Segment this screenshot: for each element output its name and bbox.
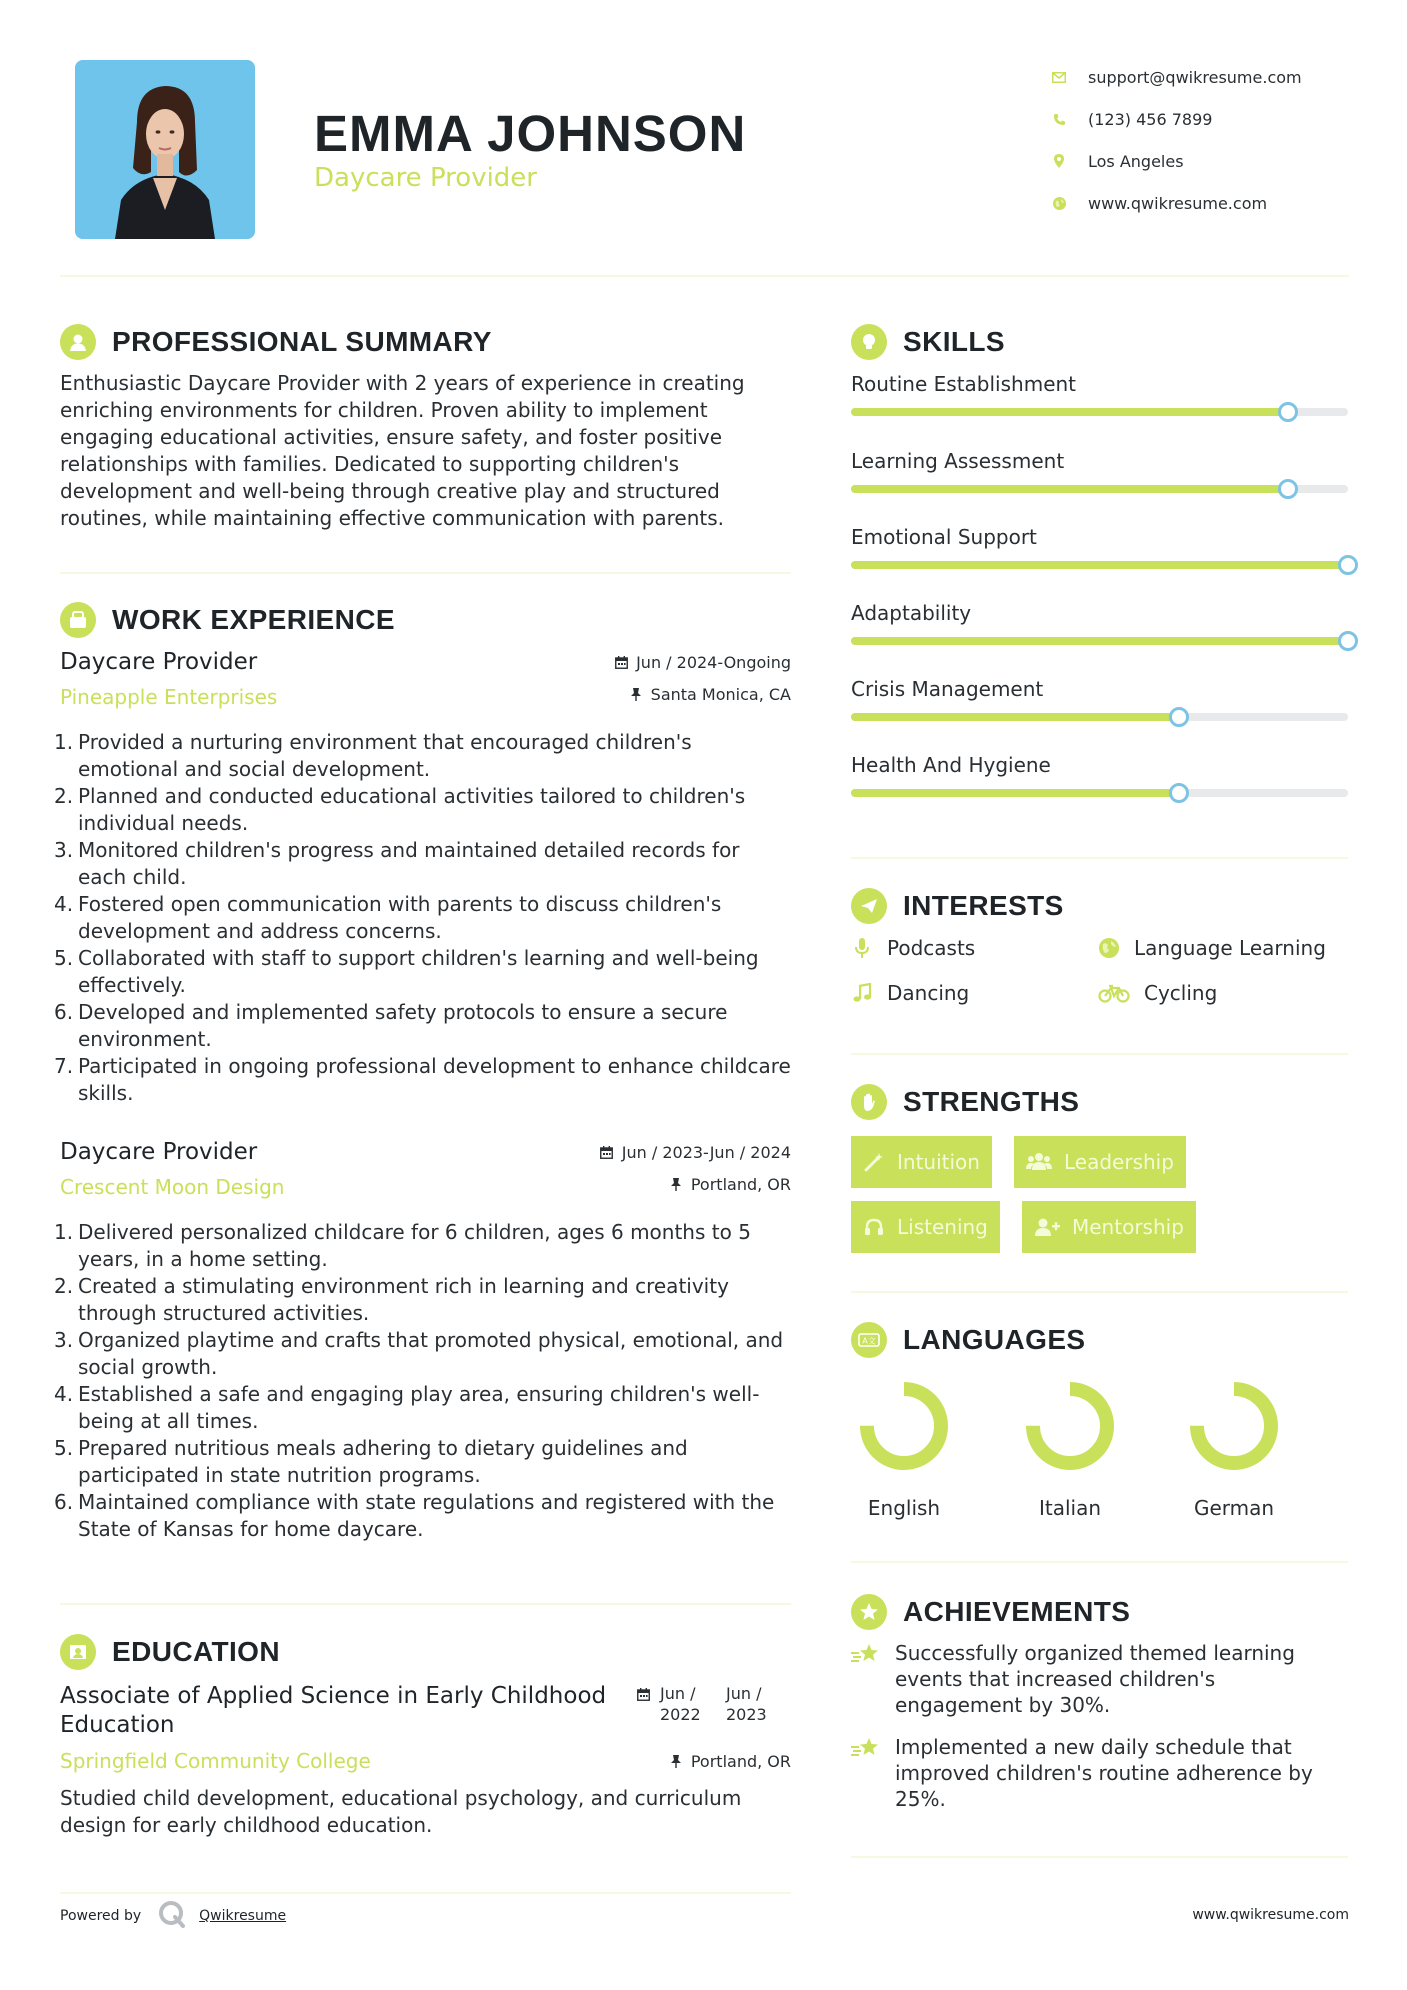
education-title: EDUCATION	[112, 1636, 280, 1667]
job-bullets	[54, 729, 791, 1107]
calendar-icon	[614, 656, 628, 670]
graduation-icon	[60, 1634, 96, 1670]
language-ring	[1186, 1378, 1282, 1474]
interest-item: Podcasts	[851, 936, 975, 960]
edu-location-text: Portland, OR	[690, 1752, 791, 1771]
calendar-icon	[636, 1687, 650, 1701]
language-ring	[856, 1378, 952, 1474]
job-location-text: Portland, OR	[690, 1175, 791, 1194]
language-icon	[851, 1322, 887, 1358]
list-item: 2. Planned and conducted educational activities tailored to children's individual needs.	[54, 784, 746, 835]
interests-heading	[851, 888, 1064, 924]
achievement-text: Implemented a new daily schedule that improved children's routine adherence by 25%.	[895, 1735, 1313, 1811]
job-date	[614, 653, 791, 672]
bicycle-icon	[1098, 982, 1130, 1004]
strengths-heading	[851, 1084, 1079, 1120]
languages-divider	[851, 1561, 1348, 1563]
skill-bar	[851, 637, 1348, 645]
contact-location	[1050, 140, 1350, 182]
users-icon	[1026, 1151, 1052, 1173]
job-location	[629, 685, 791, 704]
skill-name: Adaptability	[851, 601, 972, 625]
achievement-text: Successfully organized themed learning events that increased children's engagement by 30%.	[895, 1641, 1295, 1717]
job-location	[669, 1175, 791, 1194]
contact-phone-text: (123) 456 7899	[1088, 109, 1213, 129]
qwikresume-logo-icon	[157, 1899, 187, 1933]
strength-chip: Leadership	[1014, 1136, 1186, 1188]
job-role: Daycare Provider	[60, 649, 258, 675]
contact-website-text: www.qwikresume.com	[1088, 193, 1268, 213]
briefcase-icon	[60, 602, 96, 638]
magic-wand-icon	[863, 1151, 885, 1173]
contact-website[interactable]	[1050, 182, 1350, 224]
pushpin-icon	[669, 1755, 683, 1769]
qwikresume-link[interactable]: Qwikresume	[199, 1908, 287, 1924]
footer-website[interactable]: www.qwikresume.com	[1192, 1907, 1349, 1923]
job-date-text: Jun / 2023-Jun / 2024	[621, 1143, 791, 1162]
list-item: 6. Developed and implemented safety protocols to ensure a secure environment.	[54, 1000, 728, 1051]
skill-bar	[851, 561, 1348, 569]
skills-heading	[851, 324, 1005, 360]
headphones-icon	[863, 1216, 885, 1238]
map-pin-icon	[1050, 152, 1068, 170]
language-name: Italian	[1038, 1496, 1102, 1520]
skill-bar-knob	[1278, 402, 1298, 422]
calendar-icon	[600, 1146, 614, 1160]
list-item: 5. Collaborated with staff to support children's learning and well-being effectively.	[54, 946, 759, 997]
job-bullets	[54, 1219, 791, 1543]
contact-phone[interactable]	[1050, 98, 1350, 140]
skill-bar-knob	[1278, 479, 1298, 499]
language-item	[1000, 1378, 1140, 1520]
job-date-text: Jun / 2024-Ongoing	[636, 653, 791, 672]
skills-divider	[851, 857, 1348, 859]
skill-name: Routine Establishment	[851, 372, 1077, 396]
skill-bar-fill	[851, 408, 1288, 416]
job-company: Crescent Moon Design	[60, 1175, 285, 1199]
skill-bar-fill	[851, 561, 1348, 569]
strengths-divider	[851, 1291, 1348, 1293]
contact-email-text: support@qwikresume.com	[1088, 67, 1302, 87]
language-item	[834, 1378, 974, 1520]
phone-icon	[1050, 110, 1068, 128]
job-company: Pineapple Enterprises	[60, 685, 278, 709]
music-note-icon	[851, 982, 873, 1004]
contact-location-text: Los Angeles	[1088, 151, 1184, 171]
job-title: Daycare Provider	[314, 163, 537, 193]
skill-name: Learning Assessment	[851, 449, 1065, 473]
raised-hand-icon	[851, 1084, 887, 1120]
strengths-title: STRENGTHS	[903, 1086, 1080, 1117]
skill-bar	[851, 485, 1348, 493]
skill-name: Crisis Management	[851, 677, 1044, 701]
work-heading	[60, 602, 395, 638]
edu-end-date: Jun / 2023	[726, 1684, 767, 1724]
svg-text:A文: A文	[862, 1336, 876, 1346]
list-item: 4. Established a safe and engaging play area, ensuring children's well-being at all times.	[54, 1382, 760, 1433]
list-item: 3. Monitored children's progress and maintained detailed records for each child.	[54, 838, 740, 889]
skill-bar	[851, 789, 1348, 797]
languages-title: LANGUAGES	[903, 1324, 1086, 1355]
globe-icon	[1050, 194, 1068, 212]
achievements-heading	[851, 1594, 1130, 1630]
skill-item	[851, 449, 1348, 509]
globe-icon	[1098, 937, 1120, 959]
list-item: 1. Provided a nurturing environment that encouraged children's emotional and social development.	[54, 730, 692, 781]
achievements-title: ACHIEVEMENTS	[903, 1596, 1131, 1627]
contact-email[interactable]	[1050, 56, 1350, 98]
skill-item	[851, 753, 1348, 813]
envelope-icon	[1050, 68, 1068, 86]
edu-location	[669, 1752, 791, 1771]
pushpin-icon	[669, 1178, 683, 1192]
list-item: 5. Prepared nutritious meals adhering to dietary guidelines and participated in state nutrition programs.	[54, 1436, 688, 1487]
header-divider	[60, 275, 1349, 277]
profile-photo	[75, 60, 255, 239]
work-title: WORK EXPERIENCE	[112, 604, 395, 635]
shooting-star-icon	[851, 1642, 881, 1668]
languages-heading	[851, 1322, 1086, 1358]
list-item: 4. Fostered open communication with parents to discuss children's development and address concerns.	[54, 892, 722, 943]
job-entry	[54, 1139, 791, 1559]
skill-item	[851, 601, 1348, 661]
skill-bar-fill	[851, 713, 1179, 721]
skill-item	[851, 372, 1348, 432]
summary-title: PROFESSIONAL SUMMARY	[112, 326, 492, 357]
interest-item: Dancing	[851, 981, 969, 1005]
skills-title: SKILLS	[903, 326, 1005, 357]
skill-item	[851, 677, 1348, 737]
achievements-divider	[851, 1856, 1348, 1858]
skill-bar-knob	[1169, 783, 1189, 803]
edu-start-date: Jun / 2022	[660, 1684, 701, 1724]
summary-heading	[60, 324, 492, 360]
interest-item: Cycling	[1098, 981, 1217, 1005]
interests-title: INTERESTS	[903, 890, 1064, 921]
language-ring	[1022, 1378, 1118, 1474]
lightbulb-icon	[851, 324, 887, 360]
skill-bar-knob	[1338, 555, 1358, 575]
strength-chip: Listening	[851, 1201, 1000, 1253]
skill-bar-fill	[851, 485, 1288, 493]
language-name: German	[1193, 1496, 1275, 1520]
skill-name: Emotional Support	[851, 525, 1037, 549]
job-date	[600, 1143, 791, 1162]
paper-plane-icon	[851, 888, 887, 924]
interests-divider	[851, 1053, 1348, 1055]
skill-bar	[851, 408, 1348, 416]
contact-list	[1050, 56, 1350, 224]
edu-school: Springfield Community College	[60, 1749, 371, 1773]
user-plus-icon	[1034, 1216, 1060, 1238]
powered-by-label: Powered by	[60, 1908, 142, 1924]
skill-item	[851, 525, 1348, 585]
work-divider	[60, 1603, 791, 1605]
list-item: 7. Participated in ongoing professional development to enhance childcare skills.	[54, 1054, 791, 1105]
achievement-item	[851, 1734, 1351, 1814]
education-heading	[60, 1634, 280, 1670]
microphone-icon	[851, 937, 873, 959]
summary-divider	[60, 572, 791, 574]
language-item	[1164, 1378, 1304, 1520]
achievement-item	[851, 1640, 1351, 1720]
edu-description: Studied child development, educational psychology, and curriculum design for early childhood education.	[60, 1786, 742, 1837]
list-item: 3. Organized playtime and crafts that promoted physical, emotional, and social growth.	[54, 1328, 784, 1379]
candidate-name: EMMA JOHNSON	[314, 105, 747, 162]
list-item: 6. Maintained compliance with state regulations and registered with the State of Kansas for home daycare.	[54, 1490, 775, 1541]
skill-bar-knob	[1338, 631, 1358, 651]
shooting-star-icon	[851, 1736, 881, 1762]
edu-degree: Associate of Applied Science in Early Childhood Education	[60, 1683, 607, 1738]
job-entry	[54, 649, 791, 1111]
summary-text: Enthusiastic Daycare Provider with 2 years of experience in creating enriching environments for children. Proven ability to implement engaging educational activities, ensure safety, and foster positive relationships with families. Dedicated to supporting children's development and well-being through creative play and structured routines, while maintaining effective communication with parents.	[60, 371, 745, 530]
skill-bar-knob	[1169, 707, 1189, 727]
language-name: English	[867, 1496, 941, 1520]
star-badge-icon	[851, 1594, 887, 1630]
education-divider	[60, 1892, 791, 1894]
footer-powered-by	[60, 1899, 286, 1933]
skill-bar-fill	[851, 789, 1179, 797]
edu-dates	[636, 1683, 792, 1725]
skill-bar-fill	[851, 637, 1348, 645]
strength-chip: Intuition	[851, 1136, 992, 1188]
list-item: 1. Delivered personalized childcare for 6 children, ages 6 months to 5 years, in a home setting.	[54, 1220, 751, 1271]
strength-chip: Mentorship	[1022, 1201, 1196, 1253]
list-item: 2. Created a stimulating environment rich in learning and creativity through structured activities.	[54, 1274, 729, 1325]
skill-bar	[851, 713, 1348, 721]
interest-item: Language Learning	[1098, 936, 1326, 960]
pushpin-icon	[629, 688, 643, 702]
user-icon	[60, 324, 96, 360]
job-location-text: Santa Monica, CA	[650, 685, 791, 704]
job-role: Daycare Provider	[60, 1139, 258, 1165]
skill-name: Health And Hygiene	[851, 753, 1051, 777]
